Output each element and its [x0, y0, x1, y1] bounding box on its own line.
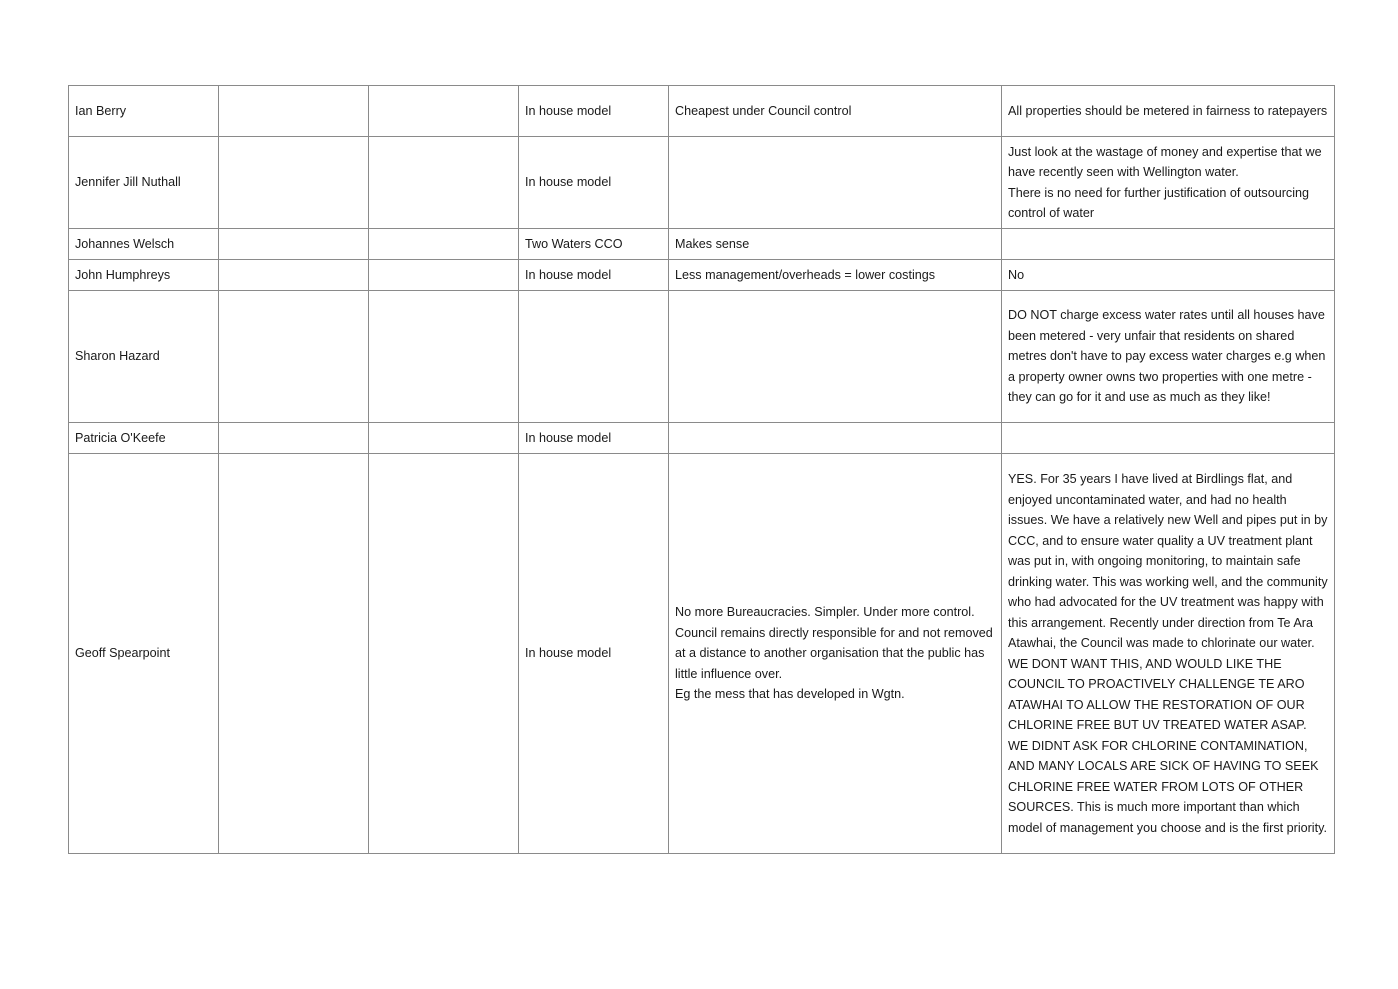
- preferred-model-cell: In house model: [519, 454, 669, 854]
- table-row: [69, 291, 1335, 423]
- reason-cell: Makes sense: [669, 229, 1002, 260]
- empty-cell-cell: [369, 137, 519, 229]
- comment-cell: All properties should be metered in fairness to ratepayers: [1002, 86, 1335, 137]
- preferred-model-cell: In house model: [519, 137, 669, 229]
- table-row: [69, 423, 1335, 454]
- table-row: [69, 86, 1335, 137]
- table-row: [69, 260, 1335, 291]
- empty-cell-cell: [369, 229, 519, 260]
- reason-cell: Less management/overheads = lower costings: [669, 260, 1002, 291]
- reason-cell: [669, 137, 1002, 229]
- empty-cell-cell: [219, 137, 369, 229]
- submitter-name-cell: Geoff Spearpoint: [69, 454, 219, 854]
- empty-cell-cell: [219, 423, 369, 454]
- preferred-model-cell: In house model: [519, 260, 669, 291]
- empty-cell-cell: [219, 260, 369, 291]
- empty-cell-cell: [369, 260, 519, 291]
- reason-cell: [669, 423, 1002, 454]
- comment-cell: [1002, 229, 1335, 260]
- empty-cell-cell: [369, 454, 519, 854]
- preferred-model-cell: In house model: [519, 86, 669, 137]
- table-row: [69, 137, 1335, 229]
- empty-cell-cell: [369, 423, 519, 454]
- preferred-model-cell: Two Waters CCO: [519, 229, 669, 260]
- comment-cell: No: [1002, 260, 1335, 291]
- submitter-name-cell: Jennifer Jill Nuthall: [69, 137, 219, 229]
- comment-cell: DO NOT charge excess water rates until all houses have been metered - very unfair that residents on shared metres don't have to pay excess water charges e.g when a property owner owns two properties with one metre - they can go for it and use as much as they like!: [1002, 291, 1335, 423]
- empty-cell-cell: [219, 229, 369, 260]
- submissions-table: [68, 85, 1335, 854]
- empty-cell-cell: [219, 86, 369, 137]
- submitter-name-cell: Sharon Hazard: [69, 291, 219, 423]
- preferred-model-cell: [519, 291, 669, 423]
- reason-cell: [669, 291, 1002, 423]
- preferred-model-cell: In house model: [519, 423, 669, 454]
- table-row: [69, 229, 1335, 260]
- empty-cell-cell: [219, 454, 369, 854]
- table-row: [69, 454, 1335, 854]
- reason-cell: No more Bureaucracies. Simpler. Under more control. Council remains directly responsible for and not removed at a distance to another organisation that the public has little influence over. Eg the mess that has developed in Wgtn.: [669, 454, 1002, 854]
- submitter-name-cell: Johannes Welsch: [69, 229, 219, 260]
- reason-cell: Cheapest under Council control: [669, 86, 1002, 137]
- comment-cell: [1002, 423, 1335, 454]
- empty-cell-cell: [369, 291, 519, 423]
- empty-cell-cell: [369, 86, 519, 137]
- submitter-name-cell: Patricia O'Keefe: [69, 423, 219, 454]
- comment-cell: Just look at the wastage of money and expertise that we have recently seen with Wellington water. There is no need for further justification of outsourcing control of water: [1002, 137, 1335, 229]
- comment-cell: YES. For 35 years I have lived at Birdlings flat, and enjoyed uncontaminated water, and had no health issues. We have a relatively new Well and pipes put in by CCC, and to ensure water quality a UV treatment plant was put in, with ongoing monitoring, to maintain safe drinking water. This was working well, and the community who had advocated for the UV treatment was happy with this arrangement. Recently under direction from Te Ara Atawhai, the Council was made to chlorinate our water. WE DONT WANT THIS, AND WOULD LIKE THE COUNCIL TO PROACTIVELY CHALLENGE TE ARO ATAWHAI TO ALLOW THE RESTORATION OF OUR CHLORINE FREE BUT UV TREATED WATER ASAP. WE DIDNT ASK FOR CHLORINE CONTAMINATION, AND MANY LOCALS ARE SICK OF HAVING TO SEEK CHLORINE FREE WATER FROM LOTS OF OTHER SOURCES. This is much more important than which model of management you choose and is the first priority.: [1002, 454, 1335, 854]
- submitter-name-cell: John Humphreys: [69, 260, 219, 291]
- submitter-name-cell: Ian Berry: [69, 86, 219, 137]
- empty-cell-cell: [219, 291, 369, 423]
